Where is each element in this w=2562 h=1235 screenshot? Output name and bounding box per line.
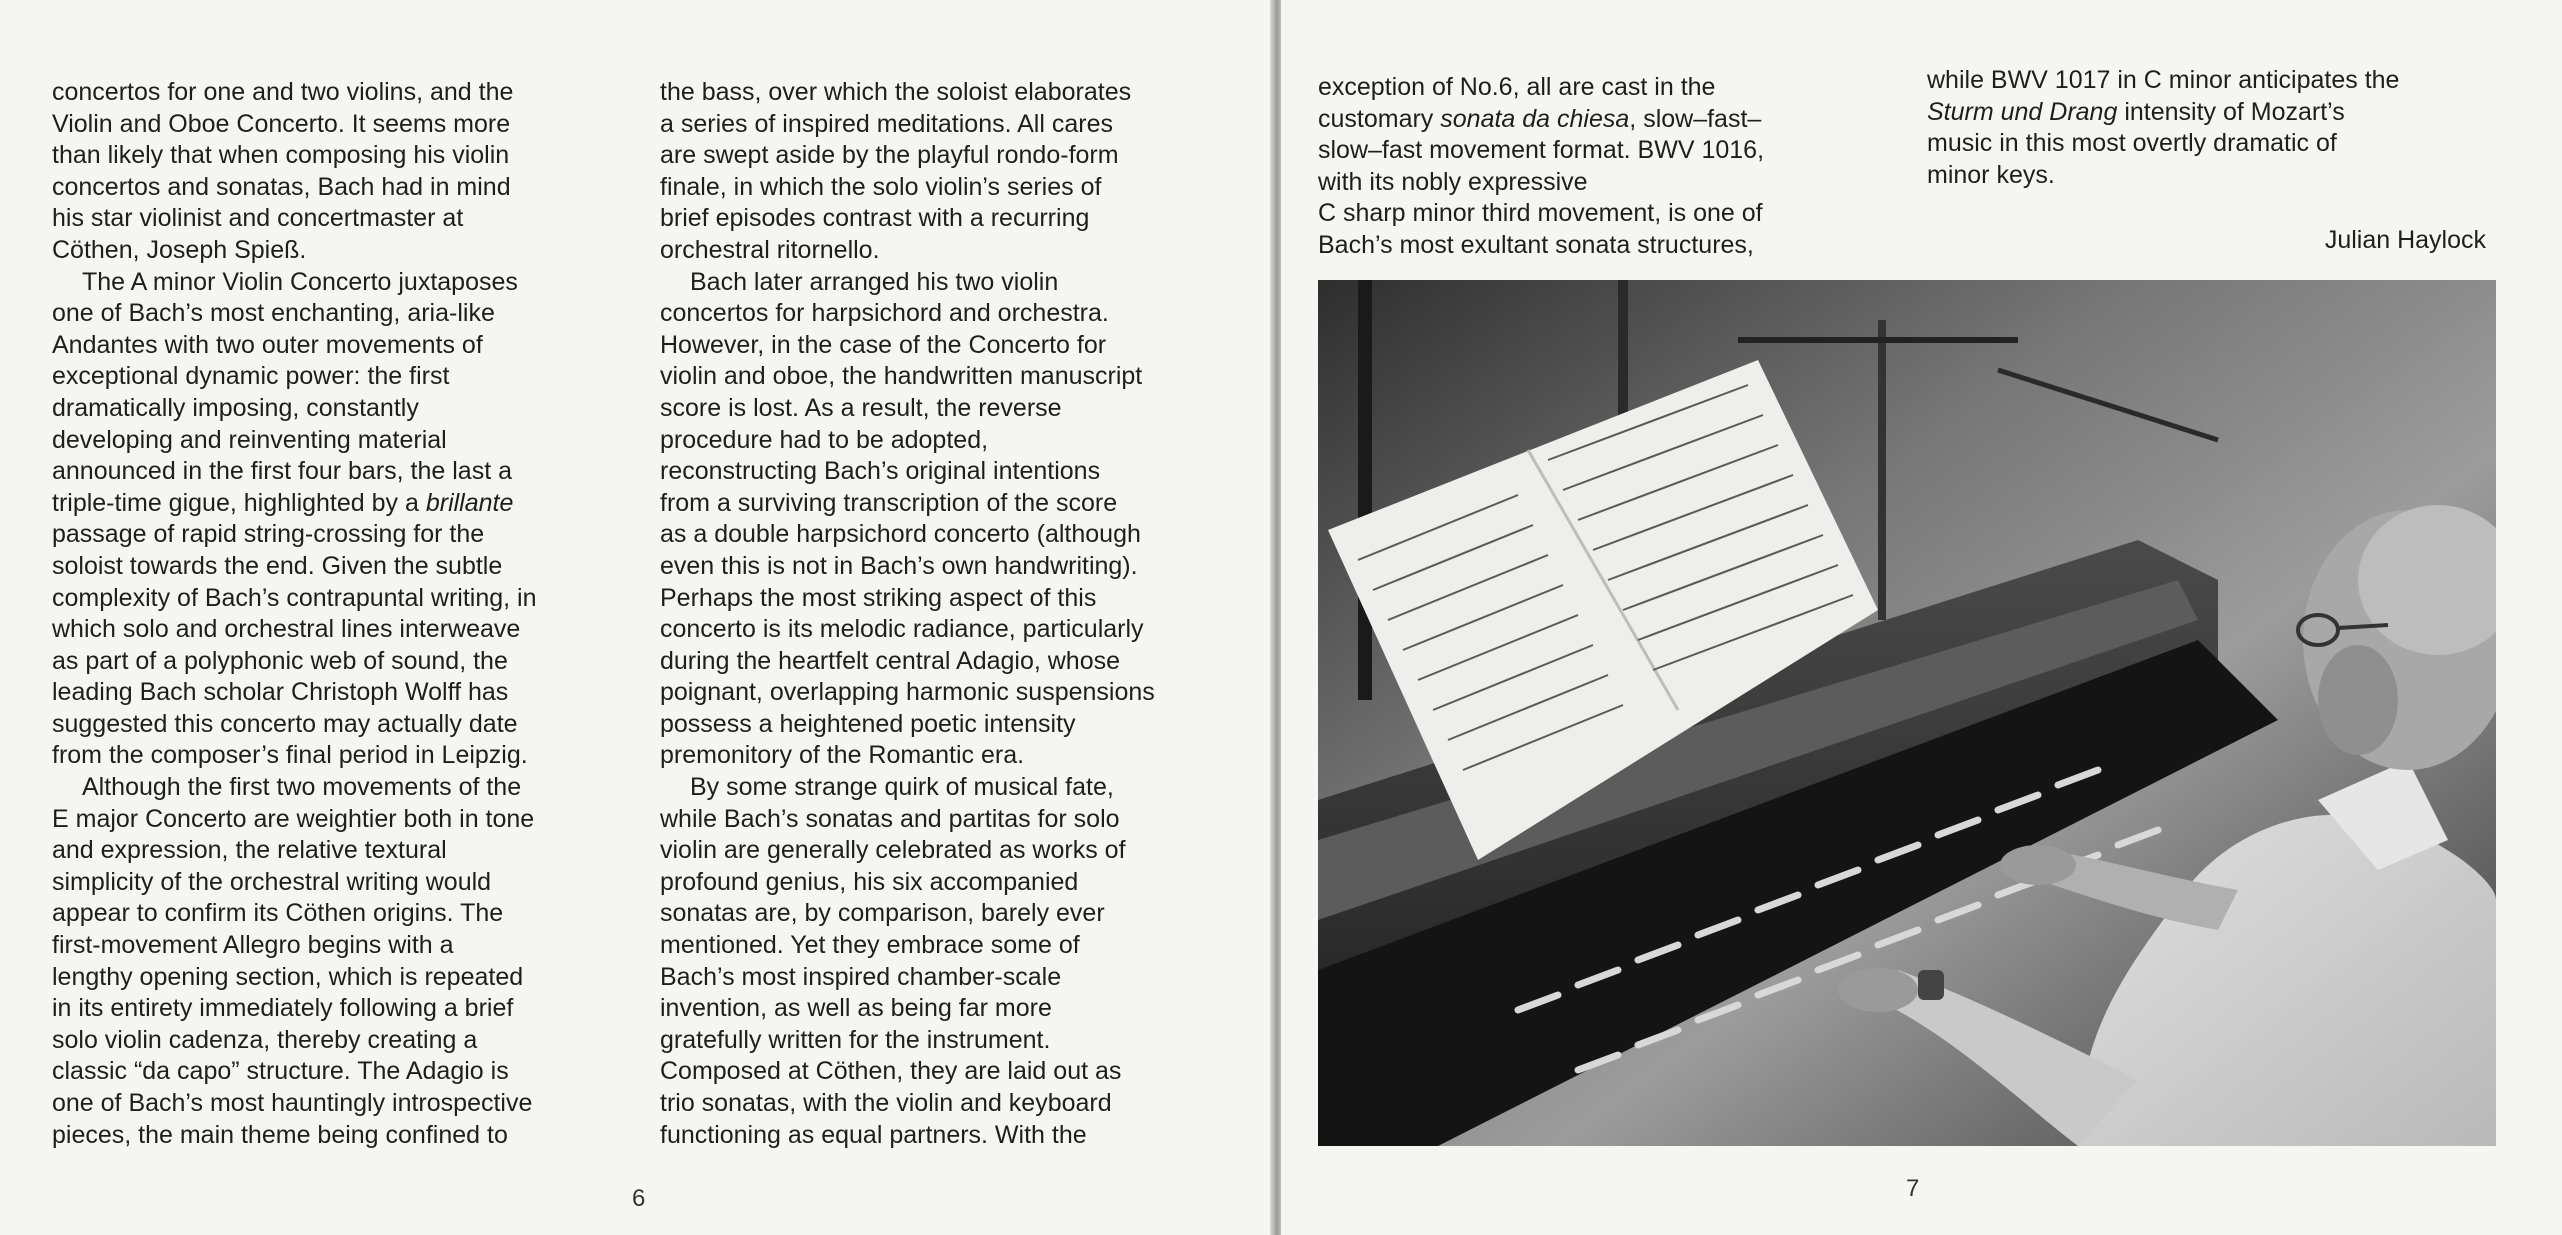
author-signature: Julian Haylock (2324, 226, 2486, 254)
left-page (0, 0, 1275, 1235)
column-3 (1318, 72, 1764, 262)
paragraph: The A minor Violin Concerto juxtaposes one of Bach’s most enchanting, aria-like Andantes with two outer movements of exceptional dynamic power: the first dramatically imposing, constantly developing and reinventing material announced in the first four bars, the last a triple-time gigue, highlighted by a brillante passage of rapid string-crossing for the soloist towards the end. Given the subtle complexity of Bach’s contrapuntal writing, in which solo and orchestral lines interweave as part of a polyphonic web of sound, the leading Bach scholar Christoph Wolff has suggested this concerto may actually date from the composer’s final period in Leipzig. (52, 267, 537, 770)
paragraph: concertos for one and two violins, and the Violin and Oboe Concerto. It seems more than likely that when composing his violin concertos and sonatas, Bach had in mind his star violinist and concertmaster at Cöthen, Joseph Spieß. (52, 78, 514, 264)
paragraph: By some strange quirk of musical fate, while Bach’s sonatas and partitas for solo violin are generally celebrated as works of profound genius, his six accompanied sonatas are, by comparison, barely ever mentioned. Yet they embrace some of Bach’s most inspired chamber-scale invention, as well as being far more gratefully written for the instrument. Composed at Cöthen, they are laid out as trio sonatas, with the violin and keyboard functioning as equal partners. With the (660, 773, 1126, 1149)
paragraph: the bass, over which the soloist elaborates a series of inspired meditations. All cares are swept aside by the playful rondo-form finale, in which the solo violin’s series of brief episodes contrast with a recurring orchestral ritornello. (660, 78, 1132, 264)
column-4 (1927, 65, 2399, 191)
paragraph: while BWV 1017 in C minor anticipates the Sturm und Drang intensity of Mozart’s music in this most overtly dramatic of minor keys. (1927, 66, 2400, 189)
column-2 (660, 77, 1155, 1151)
page-number: 7 (1906, 1175, 1920, 1202)
column-1 (52, 77, 537, 1151)
harpsichordist-photo (1318, 280, 2496, 1146)
page-number: 6 (632, 1185, 646, 1212)
paragraph: Bach later arranged his two violin concertos for harpsichord and orchestra. However, in the case of the Concerto for violin and oboe, the handwritten manuscript score is lost. As a result, the reverse procedure had to be adopted, reconstructing Bach’s original intentions from a surviving transcription of the score as a double harpsichord concerto (although even this is not in Bach’s own handwriting). Perhaps the most striking aspect of this concerto is its melodic radiance, particularly during the heartfelt central Adagio, whose poignant, overlapping harmonic suspensions possess a heightened poetic intensity premonitory of the Romantic era. (660, 267, 1155, 770)
paragraph: Although the first two movements of the E major Concerto are weightier both in tone and expression, the relative textural simplicity of the orchestral writing would appear to confirm its Cöthen origins. The first-movement Allegro begins with a lengthy opening section, which is repeated in its entirety immediately following a brief solo violin cadenza, thereby creating a classic “da capo” structure. The Adagio is one of Bach’s most hauntingly introspective pieces, the main theme being confined to (52, 773, 535, 1149)
paragraph: exception of No.6, all are cast in the customary sonata da chiesa, slow–fast– slow–fast movement format. BWV 1016, with its nobly expressive C sharp minor third movement, is one of Bach’s most exultant sonata structures, (1318, 73, 1765, 259)
